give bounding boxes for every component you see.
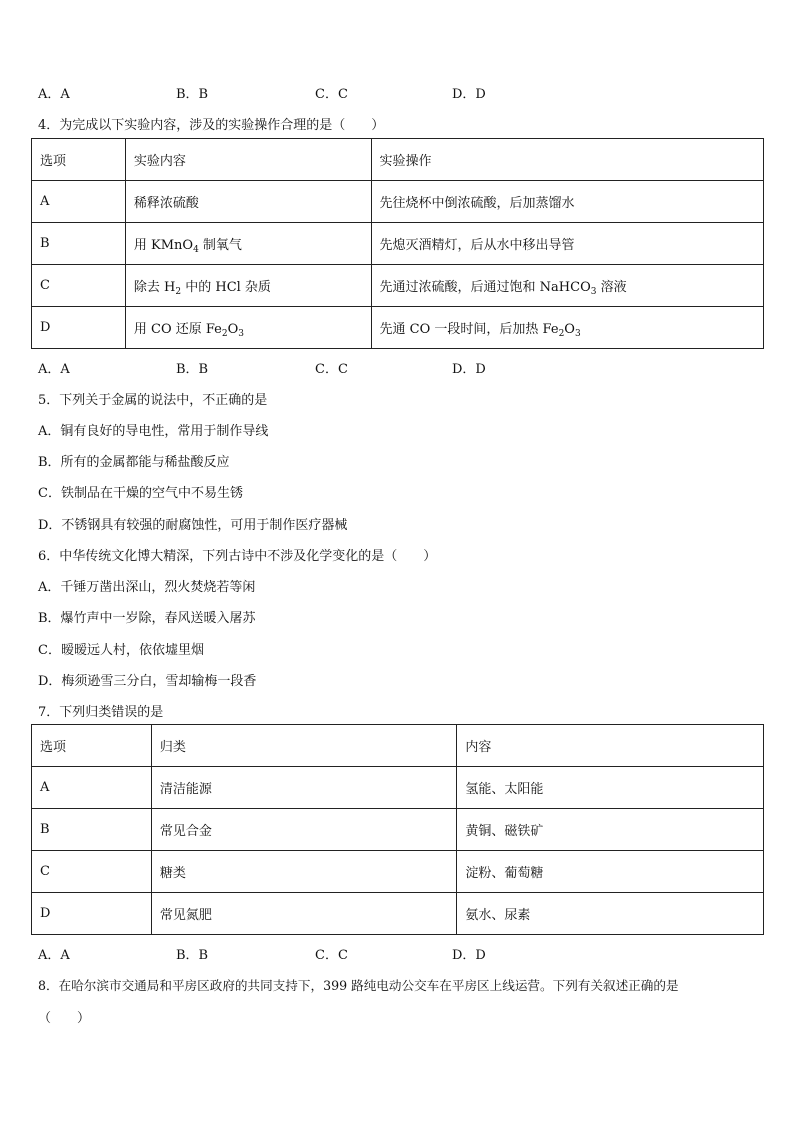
subscript: 2 — [175, 287, 182, 297]
option-b: B．B — [176, 948, 209, 963]
table-header-cell: 选项 — [32, 725, 152, 767]
text-segment: 先通过浓硫酸，后通过饱和 NaHCO — [379, 280, 591, 295]
table-header-cell: 归类 — [151, 725, 457, 767]
table-cell-option: C — [32, 265, 126, 307]
option-a: A．A — [38, 948, 70, 963]
subscript: 3 — [590, 287, 597, 297]
table-header-cell: 实验操作 — [371, 139, 763, 181]
table-cell-content: 淀粉、葡萄糖 — [457, 851, 764, 893]
table-cell-operation: 先熄灭酒精灯，后从水中移出导管 — [371, 223, 763, 265]
option-c: C．C — [315, 362, 348, 377]
table-cell-operation — [371, 307, 763, 349]
table-cell-operation: 先往烧杯中倒浓硫酸，后加蒸馏水 — [371, 181, 763, 223]
table-cell-content: 稀释浓硫酸 — [125, 181, 371, 223]
table-row — [32, 809, 764, 851]
q5-choice-c: C．铁制品在干燥的空气中不易生锈 — [38, 486, 243, 501]
table-cell-option: C — [32, 851, 152, 893]
table-cell-option: B — [32, 809, 152, 851]
table-cell-content — [125, 307, 371, 349]
table-cell-category: 清洁能源 — [151, 767, 457, 809]
q7-table — [31, 724, 764, 935]
table-cell-option: D — [32, 893, 152, 935]
text-segment: 除去 H — [133, 280, 176, 295]
text-segment: O — [564, 322, 575, 337]
option-a: A．A — [38, 362, 70, 377]
q6-choice-a: A．千锤万凿出深山，烈火焚烧若等闲 — [38, 580, 256, 595]
option-c: C．C — [315, 87, 348, 102]
q8-stem-paren: （ ） — [38, 1011, 91, 1026]
table-cell-option: A — [32, 767, 152, 809]
table-cell-content: 氨水、尿素 — [457, 893, 764, 935]
table-cell-category: 常见氮肥 — [151, 893, 457, 935]
table-cell-content: 氢能、太阳能 — [457, 767, 764, 809]
table-cell-operation — [371, 265, 763, 307]
table-row — [32, 851, 764, 893]
table-cell-content: 黄铜、磁铁矿 — [457, 809, 764, 851]
subscript: 4 — [193, 245, 199, 255]
q5-choice-b: B．所有的金属都能与稀盐酸反应 — [38, 455, 230, 470]
option-a: A．A — [38, 87, 70, 102]
table-header-cell: 选项 — [32, 139, 126, 181]
option-d: D．D — [452, 362, 486, 377]
text-segment: 制氧气 — [198, 238, 242, 253]
text-segment: 用 CO 还原 Fe — [133, 322, 222, 337]
q5-choice-d: D．不锈钢具有较强的耐腐蚀性，可用于制作医疗器械 — [38, 518, 348, 533]
table-cell-option: D — [32, 307, 126, 349]
text-segment: 先通 CO 一段时间，后加热 Fe — [379, 322, 559, 337]
q6-choice-b: B．爆竹声中一岁除，春风送暖入屠苏 — [38, 611, 256, 626]
text-segment: 中的 HCl 杂质 — [181, 280, 271, 295]
table-cell-option: B — [32, 223, 126, 265]
subscript: 2 — [221, 329, 228, 339]
q6-stem: 6．中华传统文化博大精深，下列古诗中不涉及化学变化的是（ ） — [38, 549, 437, 564]
text-segment: O — [227, 322, 239, 337]
q5-stem: 5．下列关于金属的说法中，不正确的是 — [38, 393, 268, 408]
table-cell-content — [125, 223, 371, 265]
table-row — [32, 181, 764, 223]
table-cell-category: 常见合金 — [151, 809, 457, 851]
q6-choice-d: D．梅须逊雪三分白，雪却输梅一段香 — [38, 674, 257, 689]
option-b: B．B — [176, 362, 209, 377]
table-cell-category: 糖类 — [151, 851, 457, 893]
table-row — [32, 223, 764, 265]
option-c: C．C — [315, 948, 348, 963]
option-d: D．D — [452, 948, 486, 963]
table-header-row — [32, 139, 764, 181]
table-cell-content — [125, 265, 371, 307]
table-cell-option: A — [32, 181, 126, 223]
q6-choice-c: C．暧暧远人村，依依墟里烟 — [38, 643, 204, 658]
q7-stem: 7．下列归类错误的是 — [38, 705, 164, 720]
q8-stem: 8．在哈尔滨市交通局和平房区政府的共同支持下，399 路纯电动公交车在平房区上线运营。下列有关叙述正确的是 — [38, 978, 679, 993]
table-header-cell: 内容 — [457, 725, 764, 767]
text-segment: 溶液 — [596, 280, 627, 295]
table-header-cell: 实验内容 — [125, 139, 371, 181]
q5-choice-a: A．铜有良好的导电性，常用于制作导线 — [38, 424, 269, 439]
table-row — [32, 893, 764, 935]
option-d: D．D — [452, 87, 486, 102]
subscript: 2 — [558, 329, 565, 339]
table-row — [32, 767, 764, 809]
subscript: 3 — [574, 329, 581, 339]
subscript: 3 — [238, 329, 245, 339]
q4-stem: 4．为完成以下实验内容，涉及的实验操作合理的是（ ） — [38, 118, 385, 133]
table-row — [32, 307, 764, 349]
option-b: B．B — [176, 87, 209, 102]
table-header-row — [32, 725, 764, 767]
q4-table — [31, 138, 764, 349]
table-row — [32, 265, 764, 307]
text-segment: 用 KMnO — [133, 238, 194, 253]
